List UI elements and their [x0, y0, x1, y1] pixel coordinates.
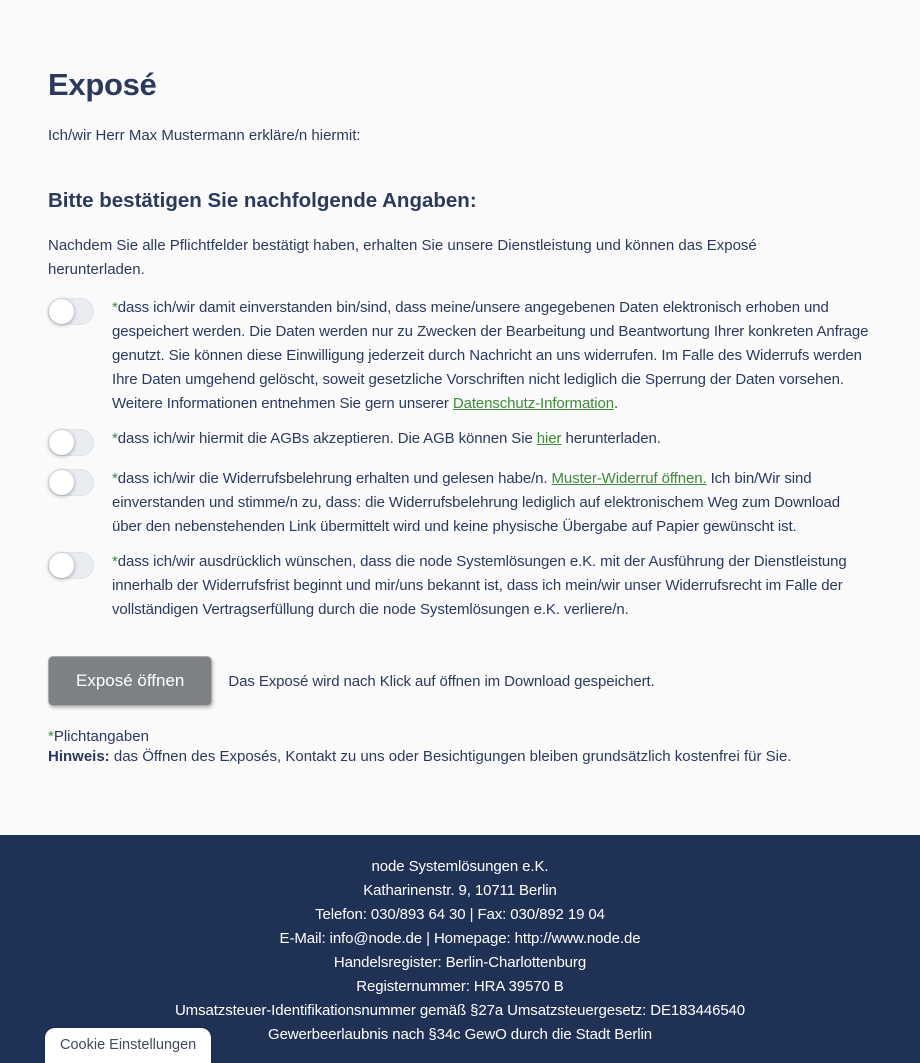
footer-email-homepage: E-Mail: info@node.de | Homepage: http://www.node.de — [279, 930, 641, 947]
required-asterisk: * — [112, 299, 118, 316]
hint-text: das Öffnen des Exposés, Kontakt zu uns oder Besichtigungen bleiben grundsätzlich kostenfrei für Sie. — [109, 748, 792, 765]
widerrufsrecht-toggle[interactable] — [48, 552, 94, 579]
footer-company-name: node Systemlösungen e.K. — [371, 858, 549, 875]
action-row — [48, 656, 872, 706]
expose-open-button[interactable]: Exposé öffnen — [48, 656, 212, 706]
consent-text-before: dass ich/wir damit einverstanden bin/sind, dass meine/unsere angegebenen Daten elektronisch erhoben und gespeichert werden. Die Daten werden nur zu Zwecken der Bearbeitung und Beantwortung Ihrer konkreten Anfrage genutzt. Sie können diese Einwilligung jederzeit durch Nachricht an uns widerrufen. Im Falle des Widerrufs werden Ihre Daten umgehend gelöscht, soweit gesetzliche Vorschriften nicht lediglich die Sperrung der Daten vorsehen. Weitere Informationen entnehmen Sie gern unserer — [112, 299, 869, 412]
consent-row-data-storage — [48, 296, 872, 416]
required-asterisk: * — [112, 553, 118, 570]
cookie-settings-button[interactable]: Cookie Einstellungen — [45, 1028, 211, 1063]
agb-toggle[interactable] — [48, 429, 94, 456]
footer-address: Katharinenstr. 9, 10711 Berlin — [363, 882, 557, 899]
muster-widerruf-link[interactable]: Muster-Widerruf öffnen. — [551, 470, 707, 487]
consent-row-widerrufsbelehrung — [48, 467, 872, 539]
datenschutz-information-link[interactable]: Datenschutz-Information — [452, 395, 614, 412]
consent-row-agb — [48, 427, 872, 456]
section-heading: Bitte bestätigen Sie nachfolgende Angaben: — [48, 189, 477, 212]
open-note: Das Exposé wird nach Klick auf öffnen im Download gespeichert. — [228, 672, 655, 690]
consent-text — [112, 467, 872, 539]
footer-phone-fax: Telefon: 030/893 64 30 | Fax: 030/892 19 04 — [315, 906, 605, 923]
hint-line — [48, 745, 872, 769]
consent-row-widerrufsrecht — [48, 550, 872, 622]
toggle-knob — [49, 299, 74, 324]
required-asterisk: * — [112, 430, 118, 447]
consent-text — [112, 427, 661, 451]
consent-text-after: . — [613, 395, 619, 412]
agb-download-link[interactable]: hier — [536, 430, 562, 447]
toggle-knob — [49, 553, 74, 578]
required-note — [48, 728, 872, 745]
page-title: Exposé — [48, 67, 157, 102]
consent-text — [112, 550, 872, 622]
footer-handelsregister: Handelsregister: Berlin-Charlottenburg — [333, 954, 587, 971]
footer-gewerbeerlaubnis: Gewerbeerlaubnis nach §34c GewO durch die Stadt Berlin — [268, 1026, 652, 1043]
toggle-knob — [49, 430, 74, 455]
section-description: Nachdem Sie alle Pflichtfelder bestätigt haben, erhalten Sie unsere Dienstleistung und können das Exposé herunterladen. — [48, 237, 757, 278]
consent-text-after: herunterladen. — [561, 430, 661, 447]
consent-text — [112, 296, 872, 416]
data-storage-toggle[interactable] — [48, 298, 94, 325]
consent-text-after: Ich bin/Wir sind einverstanden und stimme/n zu, dass: die Widerrufsbelehrung lediglich auf elektronischem Weg zum Download über den nebenstehenden Link übermittelt wird und keine physische Übergabe auf Papier gewünscht ist. — [112, 470, 840, 535]
consent-text-before: dass ich/wir ausdrücklich wünschen, dass die node Systemlösungen e.K. mit der Ausführung der Dienstleistung innerhalb der Widerrufsfrist beginnt und mir/uns bekannt ist, dass ich mein/wir unser Widerrufsrecht im Falle der vollständigen Vertragserfüllung durch die node Systemlösungen e.K. verliere/n. — [112, 553, 847, 618]
required-asterisk: * — [48, 728, 54, 745]
toggle-knob — [49, 470, 74, 495]
consent-text-before: dass ich/wir hiermit die AGBs akzeptieren. Die AGB können Sie — [117, 430, 537, 447]
intro-text: Ich/wir Herr Max Mustermann erkläre/n hiermit: — [48, 127, 361, 144]
required-note-text: Plichtangaben — [53, 728, 149, 745]
footer-registernummer: Registernummer: HRA 39570 B — [356, 978, 564, 995]
footer-ust-id: Umsatzsteuer-Identifikationsnummer gemäß §27a Umsatzsteuergesetz: DE183446540 — [174, 1002, 746, 1019]
required-asterisk: * — [112, 470, 118, 487]
hint-label: Hinweis: — [48, 748, 110, 765]
consent-text-before: dass ich/wir die Widerrufsbelehrung erhalten und gelesen habe/n. — [117, 470, 552, 487]
widerrufsbelehrung-toggle[interactable] — [48, 469, 94, 496]
